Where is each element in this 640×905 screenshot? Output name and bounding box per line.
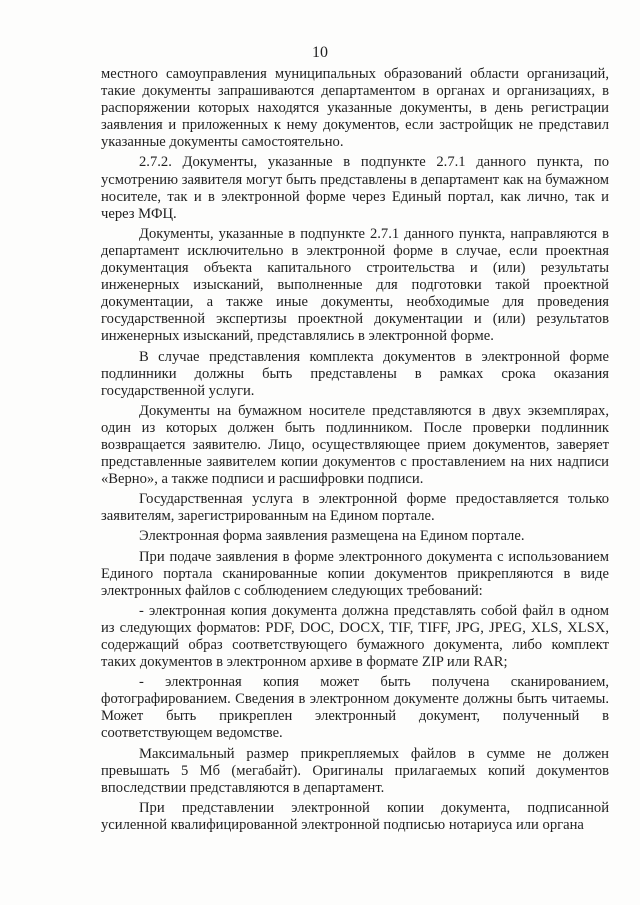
paragraph-paper-copies: Документы на бумажном носителе представляются в двух экземплярах, один из которых должен быть подлинником. После проверки подлинник возвращается заявителю. Лицо, осуществляющее прием документов, заверяет представленные заявителем копии документов с проставлением на них надписи «Верно», а также подписи и расшифровки подписи. (101, 402, 609, 488)
paragraph-originals: В случае представления комплекта документов в электронной форме подлинники должны быть представлены в рамках срока оказания государственной услуги. (101, 348, 609, 399)
paragraph-electronic-only: Документы, указанные в подпункте 2.7.1 данного пункта, направляются в департамент исключительно в электронной форме в случае, если проектная документация объекта капитального строительства и (или) результаты инженерных изысканий, выполненные для подготовки такой проектной документации, а также иные документы, необходимые для проведения государственной экспертизы проектной документации и (или) результатов инженерных изысканий, представлялись в электронной форме. (101, 225, 609, 345)
paragraph-continuation: местного самоуправления муниципальных образований области организаций, такие документы запрашиваются департаментом в органах и организациях, в распоряжении которых находятся указанные документы, в день регистрации заявления и приложенных к нему документов, если застройщик не представил указанные документы самостоятельно. (101, 66, 609, 151)
paragraph-max-size: Максимальный размер прикрепляемых файлов в сумме не должен превышать 5 Мб (мегабайт). Оригиналы прилагаемых копий документов впоследствии представляются в департамент. (101, 745, 609, 796)
paragraph-form-location: Электронная форма заявления размещена на Едином портале. (139, 528, 525, 545)
paragraph-signed-copy: При представлении электронной копии документа, подписанной усиленной квалифицированной электронной подписью нотариуса или органа (101, 799, 609, 833)
list-item-file-formats: - электронная копия документа должна представлять собой файл в одном из следующих форматов: PDF, DOC, DOCX, TIF, TIFF, JPG, JPEG, XLS, XLSX, содержащий образ соответствующего бумажного документа, либо комплект таких документов в электронном архиве в формате ZIP или RAR; (101, 602, 609, 671)
list-item-scanning: - электронная копия может быть получена сканированием, фотографированием. Сведения в электронном документе должны быть читаемы. Может быть прикреплен электронный документ, полученный в соответствующем ведомстве. (101, 674, 609, 742)
paragraph-registered-users: Государственная услуга в электронной форме предоставляется только заявителям, зарегистрированным на Едином портале. (101, 491, 609, 525)
paragraph-submission-requirements: При подаче заявления в форме электронного документа с использованием Единого портала сканированные копии документов прикрепляются в виде электронных файлов с соблюдением следующих требований: (101, 548, 609, 599)
page-number: 10 (312, 44, 328, 61)
document-body (101, 66, 609, 834)
paragraph-2-7-2: 2.7.2. Документы, указанные в подпункте 2.7.1 данного пункта, по усмотрению заявителя могут быть представлены в департамент как на бумажном носителе, так и в электронной форме через Единый портал, как лично, так и через МФЦ. (101, 154, 609, 222)
